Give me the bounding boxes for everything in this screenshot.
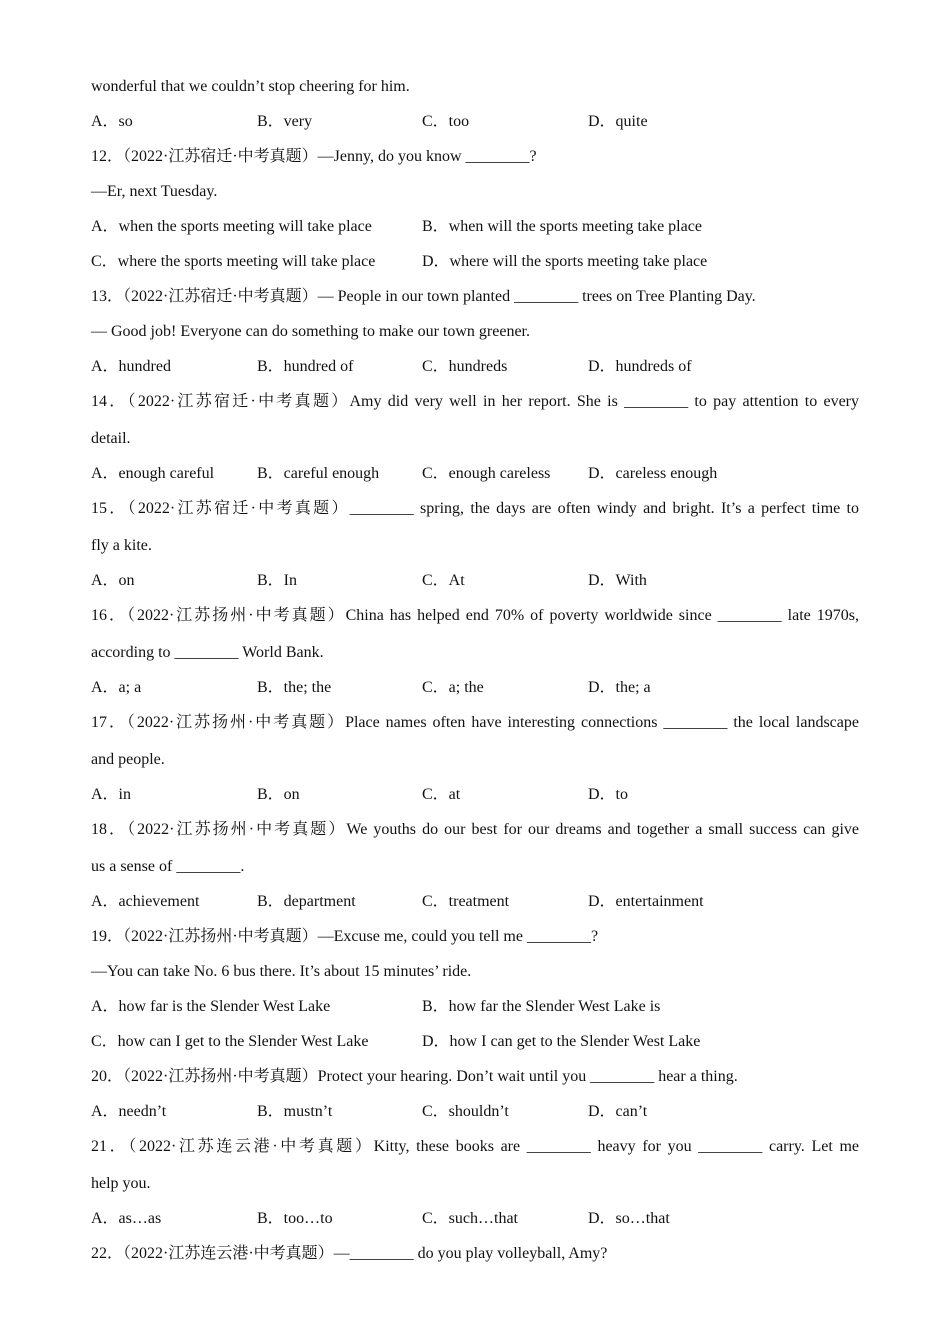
q12-reply: —Er, next Tuesday.	[91, 183, 218, 200]
q19-option-b: B．how far the Slender West Lake is	[422, 998, 661, 1015]
q19-reply: —You can take No. 6 bus there. It’s about 15 minutes’ ride.	[91, 963, 472, 980]
q14-option-b: B．careful enough	[257, 465, 380, 482]
q14-stem-cont: detail.	[91, 430, 131, 447]
q16-option-d: D．the; a	[588, 679, 651, 696]
q13-option-d: D．hundreds of	[588, 358, 692, 375]
q11-option-b: B．very	[257, 113, 313, 130]
q16-option-b: B．the; the	[257, 679, 332, 696]
q11-stem-end: wonderful that we couldn’t stop cheering for him.	[91, 78, 410, 95]
q18-option-b: B．department	[257, 893, 356, 910]
q14-option-a: A．enough careful	[91, 465, 215, 482]
q16-stem: 16．（2022·江苏扬州·中考真题）China has helped end 70% of poverty worldwide since ________ late 1970s,	[91, 607, 859, 624]
q13-option-a: A．hundred	[91, 358, 171, 375]
q16-option-c: C．a; the	[422, 679, 484, 696]
q17-option-b: B．on	[257, 786, 300, 803]
q19-option-c: C．how can I get to the Slender West Lake	[91, 1033, 369, 1050]
q16-stem-cont: according to ________ World Bank.	[91, 644, 324, 661]
q18-option-a: A．achievement	[91, 893, 200, 910]
q13-reply: — Good job! Everyone can do something to make our town greener.	[91, 323, 530, 340]
q20-option-d: D．can’t	[588, 1103, 648, 1120]
q21-option-c: C．such…that	[422, 1210, 518, 1227]
q16-option-a: A．a; a	[91, 679, 142, 696]
q21-option-d: D．so…that	[588, 1210, 670, 1227]
q15-option-a: A．on	[91, 572, 135, 589]
q12-option-a: A．when the sports meeting will take place	[91, 218, 372, 235]
q13-option-c: C．hundreds	[422, 358, 508, 375]
q20-option-a: A．needn’t	[91, 1103, 167, 1120]
q14-option-c: C．enough careless	[422, 465, 551, 482]
q18-option-d: D．entertainment	[588, 893, 704, 910]
q14-option-d: D．careless enough	[588, 465, 718, 482]
q11-option-a: A．so	[91, 113, 133, 130]
q21-stem-cont: help you.	[91, 1175, 151, 1192]
q20-stem: 20．（2022·江苏扬州·中考真题）Protect your hearing. Don’t wait until you ________ hear a thing.	[91, 1068, 738, 1085]
q20-option-b: B．mustn’t	[257, 1103, 333, 1120]
q12-option-d: D．where will the sports meeting take place	[422, 253, 708, 270]
q19-stem: 19．（2022·江苏扬州·中考真题）—Excuse me, could you tell me ________?	[91, 928, 599, 945]
q13-stem: 13．（2022·江苏宿迁·中考真题）— People in our town planted ________ trees on Tree Planting Day.	[91, 288, 756, 305]
q20-option-c: C．shouldn’t	[422, 1103, 509, 1120]
q12-option-b: B．when will the sports meeting take place	[422, 218, 702, 235]
q18-stem-cont: us a sense of ________.	[91, 858, 245, 875]
q22-stem: 22．（2022·江苏连云港·中考真题）—________ do you play volleyball, Amy?	[91, 1245, 608, 1262]
q15-option-c: C．At	[422, 572, 465, 589]
q15-option-d: D．With	[588, 572, 647, 589]
q17-option-c: C．at	[422, 786, 461, 803]
q18-stem: 18．（2022·江苏扬州·中考真题）We youths do our best for our dreams and together a small success can give	[91, 821, 859, 838]
q15-stem-cont: fly a kite.	[91, 537, 152, 554]
q17-stem-cont: and people.	[91, 751, 165, 768]
q12-option-c: C．where the sports meeting will take place	[91, 253, 376, 270]
q14-stem: 14．（2022·江苏宿迁·中考真题）Amy did very well in her report. She is ________ to pay attention to every	[91, 393, 859, 410]
q19-option-d: D．how I can get to the Slender West Lake	[422, 1033, 701, 1050]
q15-option-b: B．In	[257, 572, 298, 589]
q12-stem: 12．（2022·江苏宿迁·中考真题）—Jenny, do you know ________?	[91, 148, 537, 165]
q11-option-d: D．quite	[588, 113, 648, 130]
q11-option-c: C．too	[422, 113, 470, 130]
q21-option-a: A．as…as	[91, 1210, 162, 1227]
q17-option-a: A．in	[91, 786, 132, 803]
q18-option-c: C．treatment	[422, 893, 510, 910]
q19-option-a: A．how far is the Slender West Lake	[91, 998, 331, 1015]
q13-option-b: B．hundred of	[257, 358, 354, 375]
q15-stem: 15．（2022·江苏宿迁·中考真题）________ spring, the days are often windy and bright. It’s a perfect time to	[91, 500, 859, 517]
q17-stem: 17．（2022·江苏扬州·中考真题）Place names often have interesting connections ________ the local landscape	[91, 714, 859, 731]
q21-stem: 21．（2022·江苏连云港·中考真题）Kitty, these books are ________ heavy for you ________ carry. Let me	[91, 1138, 859, 1155]
q17-option-d: D．to	[588, 786, 629, 803]
q21-option-b: B．too…to	[257, 1210, 333, 1227]
